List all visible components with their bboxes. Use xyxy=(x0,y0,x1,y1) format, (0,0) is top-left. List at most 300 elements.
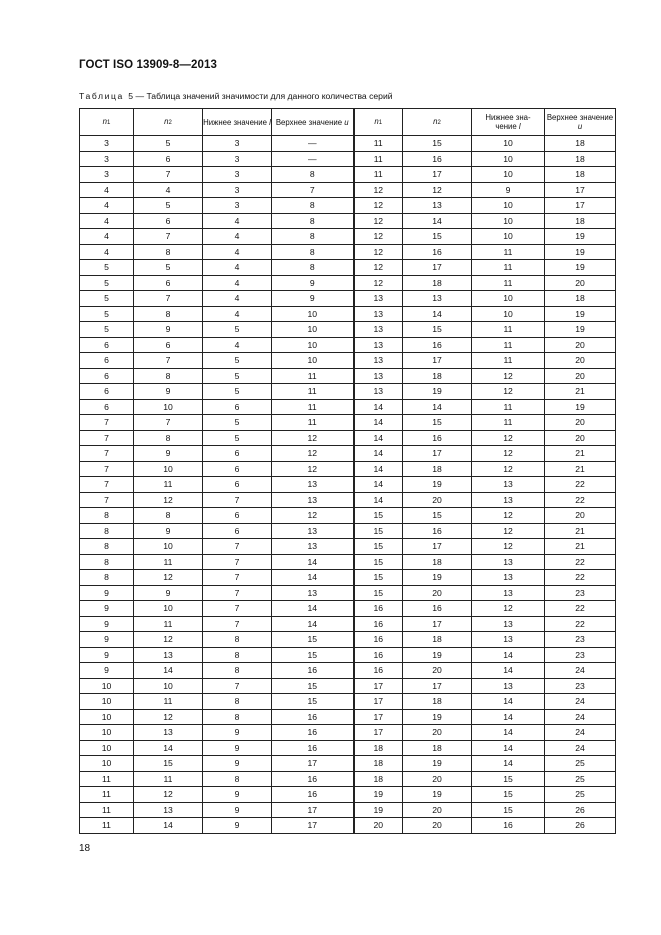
table-cell: 7 xyxy=(134,291,203,307)
table-row xyxy=(80,415,616,431)
table-cell: 10 xyxy=(134,399,203,415)
table-cell: 14 xyxy=(354,430,403,446)
table-cell: 9 xyxy=(203,725,272,741)
table-row xyxy=(80,446,616,462)
table-header-row xyxy=(80,109,616,136)
table-row xyxy=(80,399,616,415)
table-cell: 3 xyxy=(203,136,272,152)
table-cell: 15 xyxy=(403,415,472,431)
table-cell: 16 xyxy=(403,244,472,260)
table-row xyxy=(80,709,616,725)
table-cell: 6 xyxy=(203,508,272,524)
table-row xyxy=(80,167,616,183)
table-cell: 14 xyxy=(472,709,545,725)
table-cell: 10 xyxy=(134,539,203,555)
table-cell: 18 xyxy=(545,136,616,152)
table-cell: 4 xyxy=(80,244,134,260)
table-cell: 10 xyxy=(472,213,545,229)
table-body xyxy=(80,136,616,834)
table-cell: 4 xyxy=(203,229,272,245)
table-row xyxy=(80,151,616,167)
table-cell: 7 xyxy=(203,539,272,555)
table-cell: 15 xyxy=(354,523,403,539)
table-cell: 18 xyxy=(403,694,472,710)
table-cell: 20 xyxy=(545,368,616,384)
table-cell: 8 xyxy=(203,663,272,679)
table-row xyxy=(80,756,616,772)
table-row xyxy=(80,182,616,198)
table-row xyxy=(80,647,616,663)
col-header-n2-right: n2 xyxy=(403,109,472,136)
table-cell: 25 xyxy=(545,756,616,772)
table-row xyxy=(80,322,616,338)
table-cell: 22 xyxy=(545,554,616,570)
table-row xyxy=(80,384,616,400)
table-cell: 13 xyxy=(354,322,403,338)
table-cell: 13 xyxy=(134,802,203,818)
table-cell: 19 xyxy=(545,399,616,415)
col-header-upper: Верхнее значение u xyxy=(272,109,354,136)
table-cell: 8 xyxy=(80,508,134,524)
table-cell: 5 xyxy=(80,275,134,291)
table-row xyxy=(80,430,616,446)
table-cell: 7 xyxy=(80,477,134,493)
table-cell: 17 xyxy=(272,802,354,818)
table-cell: 12 xyxy=(472,430,545,446)
table-cell: 16 xyxy=(354,616,403,632)
table-cell: 13 xyxy=(272,492,354,508)
table-cell: 9 xyxy=(203,818,272,834)
table-caption-label: Таблица xyxy=(79,91,124,101)
table-cell: 20 xyxy=(545,415,616,431)
table-cell: 7 xyxy=(203,570,272,586)
table-row xyxy=(80,802,616,818)
table-cell: 5 xyxy=(203,353,272,369)
table-cell: 24 xyxy=(545,725,616,741)
table-cell: 26 xyxy=(545,802,616,818)
table-row xyxy=(80,229,616,245)
table-cell: 17 xyxy=(272,756,354,772)
table-cell: 8 xyxy=(134,244,203,260)
table-cell: 15 xyxy=(354,554,403,570)
table-cell: 5 xyxy=(203,430,272,446)
table-row xyxy=(80,213,616,229)
table-cell: 13 xyxy=(472,477,545,493)
table-cell: 15 xyxy=(272,632,354,648)
table-cell: 19 xyxy=(545,260,616,276)
table-cell: 8 xyxy=(272,213,354,229)
table-cell: 10 xyxy=(472,306,545,322)
table-cell: 10 xyxy=(472,229,545,245)
table-cell: 15 xyxy=(354,508,403,524)
table-row xyxy=(80,787,616,803)
table-cell: 13 xyxy=(134,647,203,663)
table-cell: 18 xyxy=(403,275,472,291)
table-cell: 9 xyxy=(80,647,134,663)
table-cell: 16 xyxy=(272,709,354,725)
table-cell: 12 xyxy=(472,539,545,555)
table-cell: 10 xyxy=(472,167,545,183)
table-cell: 12 xyxy=(272,461,354,477)
table-cell: 20 xyxy=(545,337,616,353)
table-cell: 12 xyxy=(472,461,545,477)
table-cell: 6 xyxy=(203,446,272,462)
table-cell: 6 xyxy=(134,151,203,167)
table-cell: 8 xyxy=(80,523,134,539)
table-cell: 20 xyxy=(545,353,616,369)
table-cell: 8 xyxy=(80,539,134,555)
table-cell: 16 xyxy=(272,725,354,741)
table-cell: 3 xyxy=(203,167,272,183)
table-cell: 9 xyxy=(472,182,545,198)
table-cell: 12 xyxy=(472,508,545,524)
table-cell: 13 xyxy=(472,585,545,601)
table-cell: 13 xyxy=(354,353,403,369)
table-cell: 11 xyxy=(354,151,403,167)
table-cell: 11 xyxy=(134,771,203,787)
table-cell: 16 xyxy=(403,601,472,617)
table-cell: 9 xyxy=(80,601,134,617)
table-cell: 10 xyxy=(472,136,545,152)
table-cell: 14 xyxy=(354,477,403,493)
table-cell: 10 xyxy=(134,678,203,694)
table-cell: 21 xyxy=(545,539,616,555)
table-cell: 5 xyxy=(80,260,134,276)
table-cell: 6 xyxy=(80,368,134,384)
table-cell: 15 xyxy=(354,570,403,586)
table-cell: 18 xyxy=(354,756,403,772)
page-number: 18 xyxy=(79,843,91,854)
table-cell: 14 xyxy=(134,740,203,756)
table-cell: 7 xyxy=(203,554,272,570)
table-cell: 10 xyxy=(472,291,545,307)
table-cell: 5 xyxy=(80,322,134,338)
table-cell: 20 xyxy=(545,430,616,446)
table-cell: 9 xyxy=(134,585,203,601)
table-row xyxy=(80,678,616,694)
table-cell: 9 xyxy=(80,616,134,632)
table-cell: 13 xyxy=(472,616,545,632)
table-cell: 14 xyxy=(354,461,403,477)
table-cell: 4 xyxy=(80,213,134,229)
table-cell: 9 xyxy=(203,740,272,756)
table-cell: 23 xyxy=(545,632,616,648)
table-cell: 8 xyxy=(134,368,203,384)
table-row xyxy=(80,632,616,648)
table-cell: 11 xyxy=(134,694,203,710)
table-cell: 12 xyxy=(472,446,545,462)
table-cell: 5 xyxy=(203,368,272,384)
table-cell: 19 xyxy=(403,787,472,803)
table-cell: 17 xyxy=(403,678,472,694)
table-row xyxy=(80,136,616,152)
table-cell: 4 xyxy=(203,275,272,291)
table-cell: 14 xyxy=(472,663,545,679)
table-cell: 6 xyxy=(203,523,272,539)
table-cell: 20 xyxy=(403,585,472,601)
table-cell: 9 xyxy=(134,523,203,539)
table-row xyxy=(80,337,616,353)
table-row xyxy=(80,554,616,570)
table-cell: 12 xyxy=(472,384,545,400)
table-cell: 11 xyxy=(472,415,545,431)
table-row xyxy=(80,275,616,291)
table-cell: 15 xyxy=(272,694,354,710)
table-cell: 22 xyxy=(545,492,616,508)
table-cell: 5 xyxy=(134,198,203,214)
table-cell: 17 xyxy=(354,725,403,741)
table-cell: 26 xyxy=(545,818,616,834)
table-cell: 25 xyxy=(545,787,616,803)
table-cell: 14 xyxy=(134,818,203,834)
table-cell: 13 xyxy=(354,337,403,353)
table-cell: 18 xyxy=(354,740,403,756)
table-cell: 24 xyxy=(545,694,616,710)
table-cell: 18 xyxy=(354,771,403,787)
col-header-upper-right: Верхнее значение u xyxy=(545,109,616,136)
table-cell: 20 xyxy=(354,818,403,834)
table-cell: 17 xyxy=(545,182,616,198)
table-cell: 13 xyxy=(272,477,354,493)
table-cell: 16 xyxy=(272,771,354,787)
table-cell: 5 xyxy=(80,306,134,322)
table-cell: 10 xyxy=(80,740,134,756)
table-cell: 11 xyxy=(472,275,545,291)
table-row xyxy=(80,291,616,307)
table-cell: 16 xyxy=(354,632,403,648)
significance-table xyxy=(79,108,616,834)
table-cell: 16 xyxy=(354,647,403,663)
table-cell: 15 xyxy=(403,508,472,524)
table-cell: 14 xyxy=(354,399,403,415)
table-cell: 11 xyxy=(80,771,134,787)
table-row xyxy=(80,663,616,679)
table-cell: 15 xyxy=(403,229,472,245)
table-cell: 11 xyxy=(472,399,545,415)
document-header: ГОСТ ISO 13909-8—2013 xyxy=(79,59,217,71)
table-cell: 14 xyxy=(272,554,354,570)
table-cell: 15 xyxy=(134,756,203,772)
table-cell: 6 xyxy=(80,384,134,400)
table-cell: 24 xyxy=(545,740,616,756)
col-header-lower-right: Нижнее зна- чение l xyxy=(472,109,545,136)
table-cell: 13 xyxy=(472,678,545,694)
table-cell: 18 xyxy=(545,151,616,167)
table-cell: 20 xyxy=(403,492,472,508)
table-cell: 16 xyxy=(403,523,472,539)
table-cell: 12 xyxy=(134,709,203,725)
table-cell: 13 xyxy=(472,570,545,586)
table-cell: 18 xyxy=(545,213,616,229)
table-cell: 15 xyxy=(272,647,354,663)
table-cell: 8 xyxy=(203,709,272,725)
table-cell: 14 xyxy=(272,601,354,617)
table-cell: 22 xyxy=(545,601,616,617)
table-cell: 6 xyxy=(134,337,203,353)
table-cell: 10 xyxy=(272,322,354,338)
table-cell: 10 xyxy=(134,601,203,617)
col-header-lower: Нижнее значение l xyxy=(203,109,272,136)
table-cell: 14 xyxy=(272,570,354,586)
table-cell: 6 xyxy=(134,275,203,291)
table-cell: 23 xyxy=(545,585,616,601)
table-cell: 25 xyxy=(545,771,616,787)
table-cell: 9 xyxy=(203,787,272,803)
table-cell: 7 xyxy=(80,415,134,431)
table-cell: 17 xyxy=(272,818,354,834)
table-cell: 10 xyxy=(80,678,134,694)
table-cell: 11 xyxy=(472,337,545,353)
table-cell: 6 xyxy=(80,337,134,353)
table-cell: 16 xyxy=(272,787,354,803)
table-cell: 17 xyxy=(354,678,403,694)
table-cell: 20 xyxy=(545,508,616,524)
table-cell: 12 xyxy=(134,570,203,586)
table-cell: 8 xyxy=(203,647,272,663)
table-cell: 21 xyxy=(545,384,616,400)
table-cell: 19 xyxy=(403,477,472,493)
table-cell: 18 xyxy=(403,554,472,570)
table-cell: 8 xyxy=(203,771,272,787)
table-cell: 19 xyxy=(403,647,472,663)
table-cell: 12 xyxy=(354,213,403,229)
table-cell: 17 xyxy=(403,616,472,632)
table-cell: 4 xyxy=(203,306,272,322)
table-cell: 19 xyxy=(545,322,616,338)
table-cell: 12 xyxy=(354,260,403,276)
table-cell: 4 xyxy=(203,213,272,229)
table-cell: 17 xyxy=(354,694,403,710)
table-cell: — xyxy=(272,136,354,152)
table-cell: 7 xyxy=(272,182,354,198)
table-cell: 11 xyxy=(272,415,354,431)
table-cell: 8 xyxy=(272,229,354,245)
table-cell: 11 xyxy=(272,384,354,400)
table-cell: 12 xyxy=(134,632,203,648)
table-cell: 3 xyxy=(80,167,134,183)
table-caption xyxy=(79,91,393,101)
table-cell: 16 xyxy=(403,337,472,353)
table-cell: 12 xyxy=(272,508,354,524)
table-cell: 8 xyxy=(80,554,134,570)
table-cell: 11 xyxy=(472,244,545,260)
table-cell: 19 xyxy=(403,384,472,400)
table-cell: 12 xyxy=(354,198,403,214)
table-cell: 4 xyxy=(80,198,134,214)
table-row xyxy=(80,477,616,493)
table-cell: 7 xyxy=(203,585,272,601)
table-row xyxy=(80,198,616,214)
table-cell: 7 xyxy=(80,446,134,462)
table-cell: 8 xyxy=(134,306,203,322)
table-cell: 8 xyxy=(272,198,354,214)
table-cell: 6 xyxy=(80,353,134,369)
table-cell: 9 xyxy=(203,802,272,818)
table-cell: 11 xyxy=(80,787,134,803)
table-cell: 14 xyxy=(354,446,403,462)
table-row xyxy=(80,244,616,260)
table-cell: 13 xyxy=(403,291,472,307)
table-cell: 18 xyxy=(545,291,616,307)
table-cell: 17 xyxy=(403,260,472,276)
table-row xyxy=(80,740,616,756)
table-cell: 18 xyxy=(403,461,472,477)
table-cell: 12 xyxy=(472,601,545,617)
table-cell: 15 xyxy=(472,771,545,787)
table-row xyxy=(80,818,616,834)
table-cell: 19 xyxy=(354,802,403,818)
table-cell: 11 xyxy=(472,260,545,276)
table-cell: 17 xyxy=(354,709,403,725)
table-cell: 8 xyxy=(272,244,354,260)
table-cell: 17 xyxy=(403,539,472,555)
table-cell: 10 xyxy=(80,709,134,725)
table-cell: 17 xyxy=(403,353,472,369)
table-cell: 4 xyxy=(134,182,203,198)
table-row xyxy=(80,368,616,384)
table-cell: 15 xyxy=(272,678,354,694)
table-cell: 3 xyxy=(80,151,134,167)
table-cell: 4 xyxy=(80,182,134,198)
table-cell: 8 xyxy=(272,167,354,183)
table-cell: 11 xyxy=(354,136,403,152)
table-cell: 10 xyxy=(272,337,354,353)
table-cell: 7 xyxy=(134,229,203,245)
table-cell: 5 xyxy=(203,322,272,338)
table-cell: 14 xyxy=(354,492,403,508)
table-cell: 22 xyxy=(545,570,616,586)
table-cell: 12 xyxy=(272,430,354,446)
table-cell: 12 xyxy=(403,182,472,198)
table-cell: 10 xyxy=(80,756,134,772)
table-cell: 21 xyxy=(545,523,616,539)
table-cell: 11 xyxy=(272,368,354,384)
table-cell: 13 xyxy=(272,585,354,601)
table-cell: 18 xyxy=(403,632,472,648)
table-cell: 13 xyxy=(472,554,545,570)
table-cell: 20 xyxy=(403,725,472,741)
table-row xyxy=(80,461,616,477)
table-cell: 11 xyxy=(472,353,545,369)
table-cell: 11 xyxy=(472,322,545,338)
table-row xyxy=(80,523,616,539)
table-cell: 7 xyxy=(203,492,272,508)
table-cell: 22 xyxy=(545,616,616,632)
table-cell: 10 xyxy=(80,725,134,741)
table-cell: 9 xyxy=(272,291,354,307)
table-cell: 21 xyxy=(545,461,616,477)
table-cell: 13 xyxy=(472,632,545,648)
table-cell: 9 xyxy=(203,756,272,772)
table-cell: 12 xyxy=(272,446,354,462)
table-cell: 19 xyxy=(354,787,403,803)
table-cell: 17 xyxy=(403,446,472,462)
table-cell: 11 xyxy=(80,818,134,834)
table-cell: 8 xyxy=(134,508,203,524)
table-cell: 21 xyxy=(545,446,616,462)
table-cell: 16 xyxy=(403,151,472,167)
table-cell: 14 xyxy=(403,213,472,229)
table-cell: 12 xyxy=(472,368,545,384)
table-cell: 23 xyxy=(545,678,616,694)
table-cell: 16 xyxy=(403,430,472,446)
table-cell: 12 xyxy=(354,182,403,198)
table-cell: 7 xyxy=(80,492,134,508)
table-cell: 10 xyxy=(80,694,134,710)
table-cell: 9 xyxy=(134,384,203,400)
table-cell: 9 xyxy=(80,632,134,648)
table-cell: 5 xyxy=(134,260,203,276)
